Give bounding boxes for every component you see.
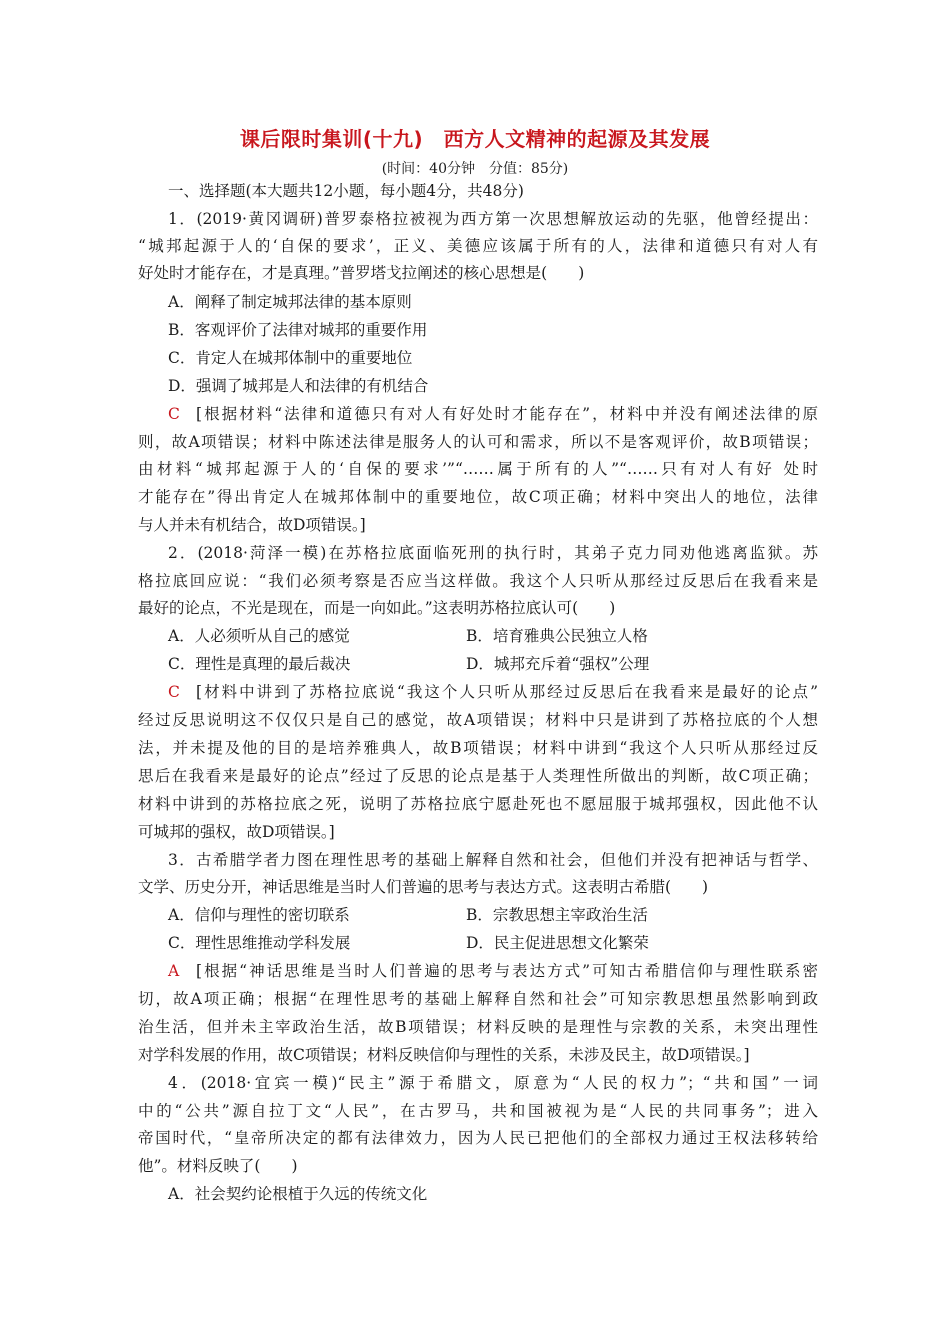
q3-stem-line-1: 3．古希腊学者力图在理性思考的基础上解释自然和社会，但他们并没有把神话与哲学、: [168, 851, 818, 869]
q4-option-a: A．社会契约论根植于久远的传统文化: [168, 1185, 428, 1203]
q1-explanation-line-3: 由材料“城邦起源于人的‘自保的要求’”“……属于所有的人”“……只有对人有好 处时: [138, 460, 818, 478]
q2-option-b: B．培育雅典公民独立人格: [466, 627, 648, 645]
q2-answer: C: [168, 683, 180, 701]
q3-option-a: A．信仰与理性的密切联系: [168, 906, 350, 924]
q1-explanation-line-1: [根据材料“法律和道德只有对人有好处时才能存在”，材料中并没有阐述法律的原: [196, 405, 818, 423]
q3-option-d: D．民主促进思想文化繁荣: [466, 934, 649, 952]
q3-explanation-line-1: [根据“神话思维是当时人们普遍的思考与表达方式”可知古希腊信仰与理性联系密: [196, 962, 818, 980]
q2-explanation-line-6: 可城邦的强权，故D项错误。]: [138, 823, 335, 841]
q1-option-c: C．肯定人在城邦体制中的重要地位: [168, 349, 413, 367]
q3-explanation-line-3: 治生活，但并未主宰政治生活，故B项错误；材料反映的是理性与宗教的关系，未突出理性: [138, 1018, 818, 1036]
q3-stem-line-2: 文学、历史分开，神话思维是当时人们普遍的思考与表达方式。这表明古希腊( ): [138, 878, 709, 896]
section-heading: 一、选择题(本大题共12小题，每小题4分，共48分): [168, 182, 524, 200]
q1-explanation-line-4: 才能存在”得出肯定人在城邦体制中的重要地位，故C项正确；材料中突出人的地位，法律: [138, 488, 818, 506]
q3-option-b: B．宗教思想主宰政治生活: [466, 906, 648, 924]
q2-stem-line-2: 格拉底回应说：“我们必须考察是否应当这样做。我这个人只听从那经过反思后在我看来是: [138, 572, 818, 590]
page-subtitle: (时间：40分钟 分值：85分): [381, 161, 569, 177]
q1-answer: C: [168, 405, 180, 423]
q1-explanation-line-2: 则，故A项错误；材料中陈述法律是服务人的认可和需求，所以不是客观评价，故B项错误；: [138, 433, 818, 451]
q2-stem-line-1: 2．(2018·菏泽一模)在苏格拉底面临死刑的执行时，其弟子克力同劝他逃离监狱。苏: [168, 544, 818, 562]
q2-option-c: C．理性是真理的最后裁决: [168, 655, 351, 673]
q1-option-d: D．强调了城邦是人和法律的有机结合: [168, 377, 429, 395]
q2-option-a: A．人必须听从自己的感觉: [168, 627, 350, 645]
q2-stem-line-3: 最好的论点，不光是现在，而是一向如此。”这表明苏格拉底认可( ): [138, 599, 616, 617]
q2-explanation-line-1: [材料中讲到了苏格拉底说“我这个人只听从那经过反思后在我看来是最好的论点”: [196, 683, 818, 701]
q4-stem-line-1: 4．(2018·宜宾一模)“民主”源于希腊文，原意为“人民的权力”；“共和国”一词: [168, 1074, 818, 1092]
q1-option-b: B．客观评价了法律对城邦的重要作用: [168, 321, 428, 339]
q1-explanation-line-5: 与人并未有机结合，故D项错误。]: [138, 516, 366, 534]
q2-explanation-line-3: 法，并未提及他的目的是培养雅典人，故B项错误；材料中讲到“我这个人只听从那经过反: [138, 739, 818, 757]
q3-explanation-line-4: 对学科发展的作用，故C项错误；材料反映信仰与理性的关系，未涉及民主，故D项错误。]: [138, 1046, 750, 1064]
q4-stem-line-3: 帝国时代，“皇帝所决定的都有法律效力，因为人民已把他们的全部权力通过王权法移转给: [138, 1129, 818, 1147]
q2-option-d: D．城邦充斥着“强权”公理: [466, 655, 650, 673]
q1-option-a: A．阐释了制定城邦法律的基本原则: [168, 293, 412, 311]
q4-stem-line-4: 他”。材料反映了( ): [138, 1157, 298, 1175]
q1-stem-line-1: 1．(2019·黄冈调研)普罗泰格拉被视为西方第一次思想解放运动的先驱，他曾经提出：: [168, 210, 818, 228]
q3-answer: A: [168, 962, 180, 980]
q2-explanation-line-2: 经过反思说明这不仅仅只是自己的感觉，故A项错误；材料中只是讲到了苏格拉底的个人想: [138, 711, 818, 729]
q1-stem-line-3: 好处时才能存在，才是真理。”普罗塔戈拉阐述的核心思想是( ): [138, 264, 585, 282]
q3-explanation-line-2: 切，故A项正确；根据“在理性思考的基础上解释自然和社会”可知宗教思想虽然影响到政: [138, 990, 818, 1008]
page-title: 课后限时集训(十九) 西方人文精神的起源及其发展: [239, 127, 711, 151]
q2-explanation-line-4: 思后在我看来是最好的论点”经过了反思的论点是基于人类理性所做出的判断，故C项正确；: [138, 767, 818, 785]
q1-stem-line-2: “城邦起源于人的‘自保的要求’，正义、美德应该属于所有的人，法律和道德只有对人有: [138, 237, 818, 255]
q4-stem-line-2: 中的“公共”源自拉丁文“人民”，在古罗马，共和国被视为是“人民的共同事务”；进入: [138, 1102, 818, 1120]
q3-option-c: C．理性思维推动学科发展: [168, 934, 351, 952]
q2-explanation-line-5: 材料中讲到的苏格拉底之死，说明了苏格拉底宁愿赴死也不愿屈服于城邦强权，因此他不认: [138, 795, 818, 813]
